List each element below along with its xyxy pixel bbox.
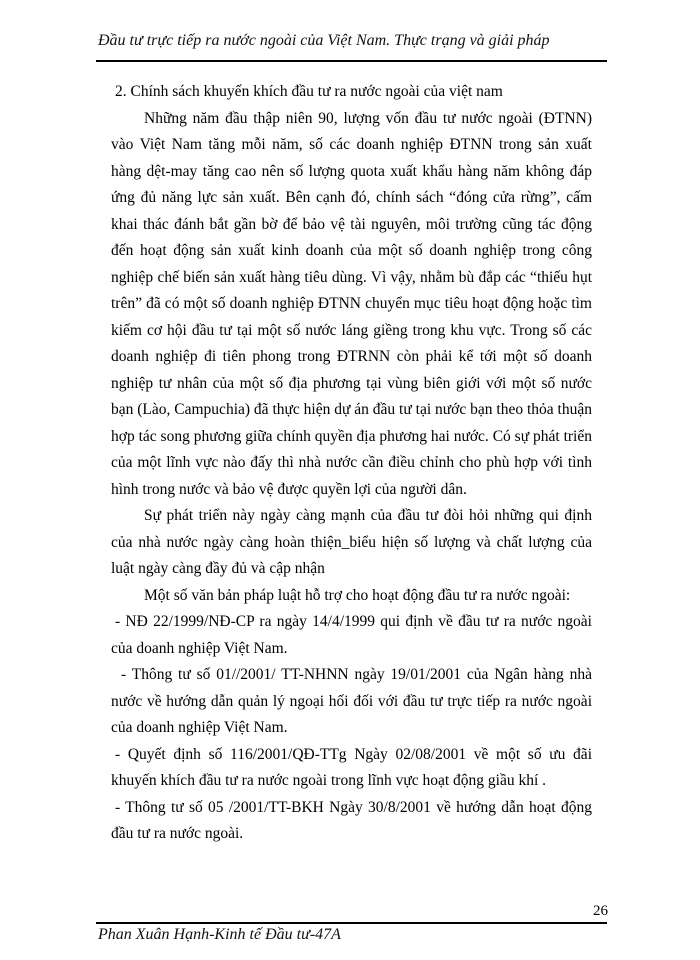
- page-number: 26: [593, 903, 608, 919]
- list-item: - Thông tư số 05 /2001/TT-BKH Ngày 30/8/2001 về hướng dẫn hoạt động đầu tư ra nước ngoài.: [111, 798, 592, 842]
- list-item: - Thông tư số 01//2001/ TT-NHNN ngày 19/01/2001 của Ngân hàng nhà nước về hướng dẫn quản lý ngoại hối đối với đầu tư trực tiếp ra nước ngoài của doanh nghiệp Việt Nam.: [111, 666, 592, 736]
- paragraph-development: Sự phát triển này ngày càng mạnh của đầu tư đòi hỏi những qui định của nhà nước ngày càng hoàn thiện_biểu hiện số lượng và chất lượng của luật ngày càng đầy đủ và cập nhận: [111, 507, 592, 577]
- section-heading: 2. Chính sách khuyến khích đầu tư ra nước ngoài của việt nam: [115, 83, 503, 100]
- header-rule: [96, 60, 607, 62]
- list-item: - NĐ 22/1999/NĐ-CP ra ngày 14/4/1999 qui định về đầu tư ra nước ngoài của doanh nghiệp Việt Nam.: [111, 613, 592, 657]
- list-item: - Quyết định số 116/2001/QĐ-TTg Ngày 02/08/2001 về một số ưu đãi khuyến khích đầu tư ra nước ngoài trong lĩnh vực hoạt động giầu khí .: [111, 745, 592, 789]
- paragraph-legal-intro: Một số văn bản pháp luật hỗ trợ cho hoạt động đầu tư ra nước ngoài:: [144, 586, 571, 604]
- document-body: [111, 79, 592, 848]
- running-footer: Phan Xuân Hạnh-Kinh tế Đầu tư-47A: [98, 926, 341, 943]
- footer-rule: [96, 922, 607, 924]
- paragraph-background: Những năm đầu thập niên 90, lượng vốn đầu tư nước ngoài (ĐTNN) vào Việt Nam tăng mỗi năm, số các doanh nghiệp ĐTNN trong sản xuất hàng dệt-may tăng cao nên số lượng quota xuất khẩu hàng năm không đáp ứng đủ năng lực sản xuất. Bên cạnh đó, chính sách “đóng cửa rừng”, cấm khai thác đánh bắt gần bờ để bảo vệ tài nguyên, môi trường cũng tác động đến hoạt động sản xuất kinh doanh của một số doanh nghiệp trong công nghiệp chế biến sản xuất hàng tiêu dùng. Vì vậy, nhằm bù đắp các “thiếu hụt trên” đã có một số doanh nghiệp ĐTNN chuyển mục tiêu hoạt động hoặc tìm kiếm cơ hội đầu tư tại một số nước láng giềng trong khu vực. Trong số các doanh nghiệp đi tiên phong trong ĐTRNN còn phải kể tới một số doanh nghiệp tư nhân của một số địa phương tại vùng biên giới với một số nước bạn (Lào, Campuchia) đã thực hiện dự án đầu tư tại nước bạn theo thỏa thuận hợp tác song phương giữa chính quyền địa phương hai nước. Có sự phát triển của một lĩnh vực nào đấy thì nhà nước cần điều chỉnh cho phù hợp với tình hình trong nước và bảo vệ được quyền lợi của người dân.: [111, 109, 592, 498]
- running-header: Đầu tư trực tiếp ra nước ngoài của Việt Nam. Thực trạng và giải pháp: [98, 32, 550, 49]
